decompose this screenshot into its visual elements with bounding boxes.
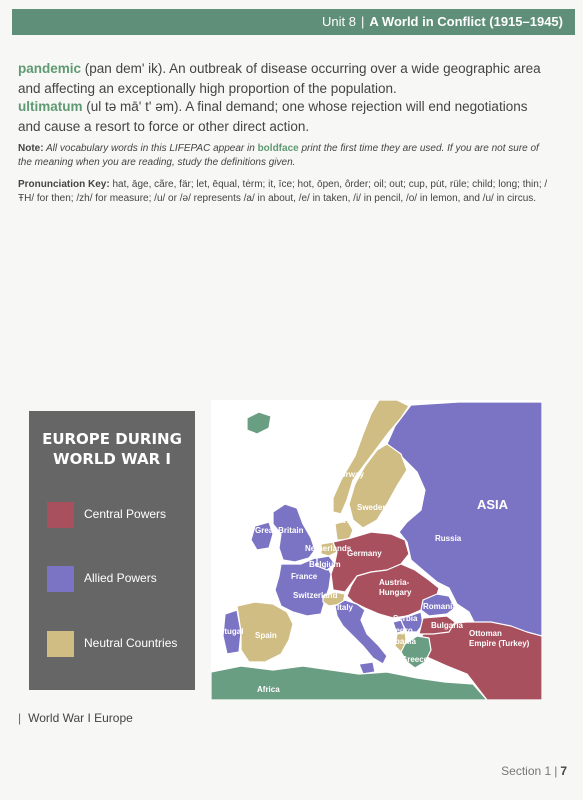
- legend-swatch-neutral: [47, 631, 74, 657]
- label-russia: Russia: [435, 534, 462, 543]
- vocab-entry-pandemic: [18, 59, 548, 99]
- label-albania: Albania: [387, 637, 416, 646]
- note-text-after: print the first time they are used. If you are not sure of the meaning when you are reading, study the definitions given.: [18, 143, 539, 168]
- label-italy: Italy: [337, 603, 354, 612]
- label-netherlands: Netherlands: [305, 544, 352, 553]
- label-sweden: Sweden: [357, 503, 388, 512]
- legend-title-line-1: EUROPE DURING: [42, 430, 182, 448]
- unit-header-text: [322, 14, 563, 29]
- map-legend: [29, 411, 195, 690]
- note-text-before: All vocabulary words in this LIFEPAC appear in: [45, 143, 255, 154]
- legend-swatch-central: [47, 502, 74, 528]
- vocab-term: ultimatum: [18, 99, 83, 114]
- label-montenegro: Montenegro: [367, 626, 413, 635]
- caption-text: World War I Europe: [28, 711, 133, 725]
- label-ottoman-line1: Ottoman: [469, 629, 502, 638]
- unit-header-bar: [12, 9, 575, 35]
- label-portugal: Portugal: [211, 627, 244, 636]
- label-iceland-line2: (Denmark): [259, 433, 299, 442]
- footer-section: Section 1: [501, 764, 552, 778]
- legend-label-allied: Allied Powers: [84, 571, 157, 585]
- header-separator: |: [361, 14, 365, 29]
- label-norway: Norway: [335, 470, 364, 479]
- label-france: France: [291, 572, 318, 581]
- legend-item-allied-powers: [47, 566, 195, 592]
- label-denmark: Denmark: [317, 516, 352, 525]
- legend-label-neutral: Neutral Countries: [84, 636, 178, 650]
- note-label: Note:: [18, 143, 44, 154]
- legend-item-neutral-countries: [47, 631, 195, 657]
- label-austria-hungary-line2: Hungary: [379, 588, 412, 597]
- pronunciation-key-label: Pronunciation Key:: [18, 179, 110, 190]
- unit-number: Unit 8: [322, 14, 356, 29]
- label-belgium: Belgium: [309, 560, 341, 569]
- map-svg: [211, 400, 542, 700]
- label-switzerland: Switzerland: [293, 591, 338, 600]
- label-great-britain: Great Britain: [255, 526, 304, 535]
- legend-label-central: Central Powers: [84, 507, 167, 521]
- legend-item-central-powers: [47, 502, 195, 528]
- unit-title: A World in Conflict (1915–1945): [369, 14, 563, 29]
- page-footer: [501, 764, 567, 778]
- label-ottoman-line2: Empire (Turkey): [469, 639, 530, 648]
- vocab-term: pandemic: [18, 61, 82, 76]
- footer-bar: |: [554, 764, 558, 778]
- page-number: 7: [560, 764, 567, 778]
- vocab-pronunciation: (pan dem' ik).: [84, 61, 167, 76]
- label-spain: Spain: [255, 631, 277, 640]
- europe-ww1-map: [211, 400, 542, 700]
- label-africa: Africa: [257, 685, 280, 694]
- vocab-definition: An outbreak of disease occurring over a wide geographic area and affecting an exceptionally high proportion of the population.: [18, 61, 541, 96]
- legend-title: [29, 429, 195, 469]
- label-asia: ASIA: [477, 497, 509, 512]
- legend-title-line-2: WORLD WAR I: [53, 450, 171, 468]
- vocab-pronunciation: (ul tə mā' t' əm).: [86, 99, 183, 114]
- vocabulary-note: [18, 142, 548, 170]
- label-iceland-line1: Iceland: [271, 423, 299, 432]
- label-romania: Romania: [423, 602, 457, 611]
- label-austria-hungary-line1: Austria-: [379, 578, 410, 587]
- vocab-definition: A final demand; one whose rejection will end negotiations and cause a resort to force or other direct action.: [18, 99, 528, 134]
- map-caption: [18, 711, 133, 725]
- label-serbia: Serbia: [393, 614, 418, 623]
- caption-bar: |: [18, 711, 22, 725]
- note-boldface-word: boldface: [257, 143, 299, 154]
- pronunciation-key: [18, 178, 558, 206]
- vocab-entry-ultimatum: [18, 97, 548, 137]
- label-germany: Germany: [347, 549, 382, 558]
- label-bulgaria: Bulgaria: [431, 621, 464, 630]
- pronunciation-key-text: hat, āge, cãre, fär; let, ēqual, tėrm; it, īce; hot, ōpen, ôrder; oil; out; cup, pu̇t, rüle; child; long; thin; /ŦH/ for then; /zh/ for measure; /u/ or /ə/ represents /a/ in about, /e/ in taken, /i/ in pencil, /o/ in lemon, and /u/ in circus.: [18, 179, 548, 204]
- legend-swatch-allied: [47, 566, 74, 592]
- label-greece: Greece: [401, 655, 429, 664]
